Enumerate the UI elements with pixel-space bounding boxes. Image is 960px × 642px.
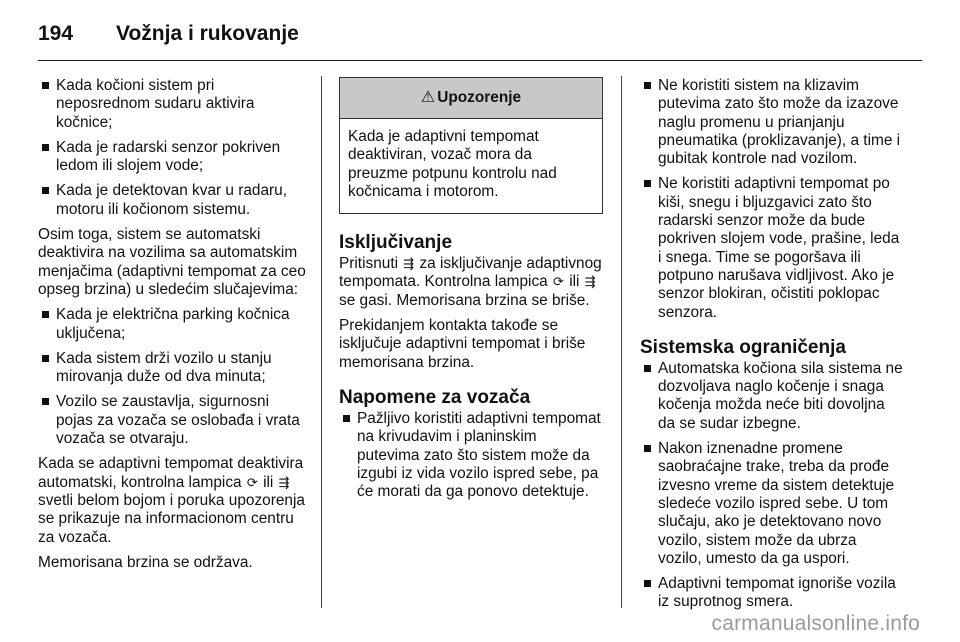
system-limits-list [640, 360, 904, 612]
page-number: 194 [38, 22, 74, 45]
list-item: Pažljivo koristiti adaptivni tempomat na krivudavim i planinskim putevima zato što sistem može da izgubi iz vida vozilo ispred sebe, pa će morati da ga ponovo detektuje. [339, 410, 602, 501]
list-item: Kada sistem drži vozilo u stanju mirovanja duže od dva minuta; [38, 350, 306, 387]
watermark: carmanualsonline.info [711, 612, 920, 635]
text-run: ili [569, 273, 580, 291]
paragraph-switch-off [339, 255, 602, 310]
paragraph-lamp [38, 455, 306, 546]
page-title: Vožnja i rukovanje [116, 22, 299, 45]
list-item: Adaptivni tempomat ignoriše vozila iz suprotnog smera. [640, 575, 904, 612]
text-run: Pritisnuti [339, 255, 399, 273]
heading-switch-off: Isključivanje [339, 232, 453, 254]
acc-button-icon: ⇶ [403, 256, 415, 272]
text-run: za isključivanje adaptivnog tempomata. Kontrolna lampica [339, 255, 602, 291]
column-1 [38, 77, 306, 579]
cruise-lamp-icon: ⟳ [553, 274, 564, 290]
header-rule [38, 60, 922, 61]
driver-notes-list [339, 410, 602, 501]
warning-box [339, 77, 603, 214]
warning-text: Kada je adaptivni tempomat deaktiviran, vozač mora da preuzme potpunu kontrolu nad kočnicama i motorom. [348, 128, 557, 200]
text-run: se gasi. Memorisana brzina se briše. [339, 291, 590, 309]
paragraph: Osim toga, sistem se automatski deaktivira na vozilima sa automatskim menjačima (adaptivni tempomat za ceo opseg brzina) u sledećim slučajevima: [38, 226, 306, 298]
warning-header [340, 78, 602, 119]
cruise-lamp-icon: ⟳ [246, 474, 258, 490]
paragraph: Memorisana brzina se održava. [38, 553, 253, 571]
list-item: Kada je električna parking kočnica uključena; [38, 306, 306, 343]
column-2 [339, 77, 602, 508]
warning-title: Upozorenje [437, 88, 522, 106]
column-divider-1 [321, 76, 322, 608]
automatic-transmission-list [38, 306, 306, 448]
text-run: Kada se adaptivni tempomat deaktivira automatski, kontrolna lampica [38, 455, 304, 491]
heading-driver-notes: Napomene za vozača [339, 386, 531, 408]
acc-lamp-icon: ⇶ [584, 274, 596, 290]
text-run: ili [263, 473, 274, 491]
list-item: Ne koristiti sistem na klizavim putevima zato što može da izazove naglu promenu u prianjanju pneumatika (proklizavanje), a time i gubitak kontrole nad vozilom. [640, 77, 904, 168]
deactivation-list [38, 77, 306, 219]
list-item: Kada je radarski senzor pokriven ledom ili slojem vode; [38, 139, 306, 176]
list-item: Kada je detektovan kvar u radaru, motoru ili kočionom sistemu. [38, 182, 306, 219]
list-item: Kada kočioni sistem pri neposrednom sudaru aktivira kočnice; [38, 77, 306, 132]
page-header [38, 14, 299, 54]
column-divider-2 [621, 76, 622, 608]
column-3 [640, 77, 904, 619]
acc-lamp-icon: ⇶ [278, 474, 290, 490]
paragraph: Prekidanjem kontakta takođe se isključuje adaptivni tempomat i briše memorisana brzina. [339, 317, 586, 371]
list-item: Vozilo se zaustavlja, sigurnosni pojas za vozača se oslobađa i vrata vozača se otvaraju. [38, 393, 306, 448]
text-run: svetli belom bojom i poruka upozorenja se prikazuje na informacionom centru za vozača. [38, 491, 305, 546]
list-item: Nakon iznenadne promene saobraćajne trake, treba da prođe izvesno vreme da sistem detektuje sledeće vozilo ispred sebe. U tom slučaju, ako je detektovano novo vozilo, sistem može da ubrza vozilo, umesto da ga uspori. [640, 440, 904, 568]
heading-system-limits: Sistemska ograničenja [640, 336, 846, 358]
list-item: Ne koristiti adaptivni tempomat po kiši, snegu i bljuzgavici zato što radarski senzor može da bude pokriven slojem vode, prašine, leda i snega. Time se pogoršava ili potpuno narušava vidljivost. Ako je senzor blokiran, očistiti poklopac senzora. [640, 175, 904, 321]
list-item: Automatska kočiona sila sistema ne dozvoljava naglo kočenje i snaga kočenja možda neće biti dovoljna da se sudar izbegne. [640, 360, 904, 433]
warning-icon: ⚠ [420, 88, 436, 106]
usage-restrictions-list [640, 77, 904, 322]
